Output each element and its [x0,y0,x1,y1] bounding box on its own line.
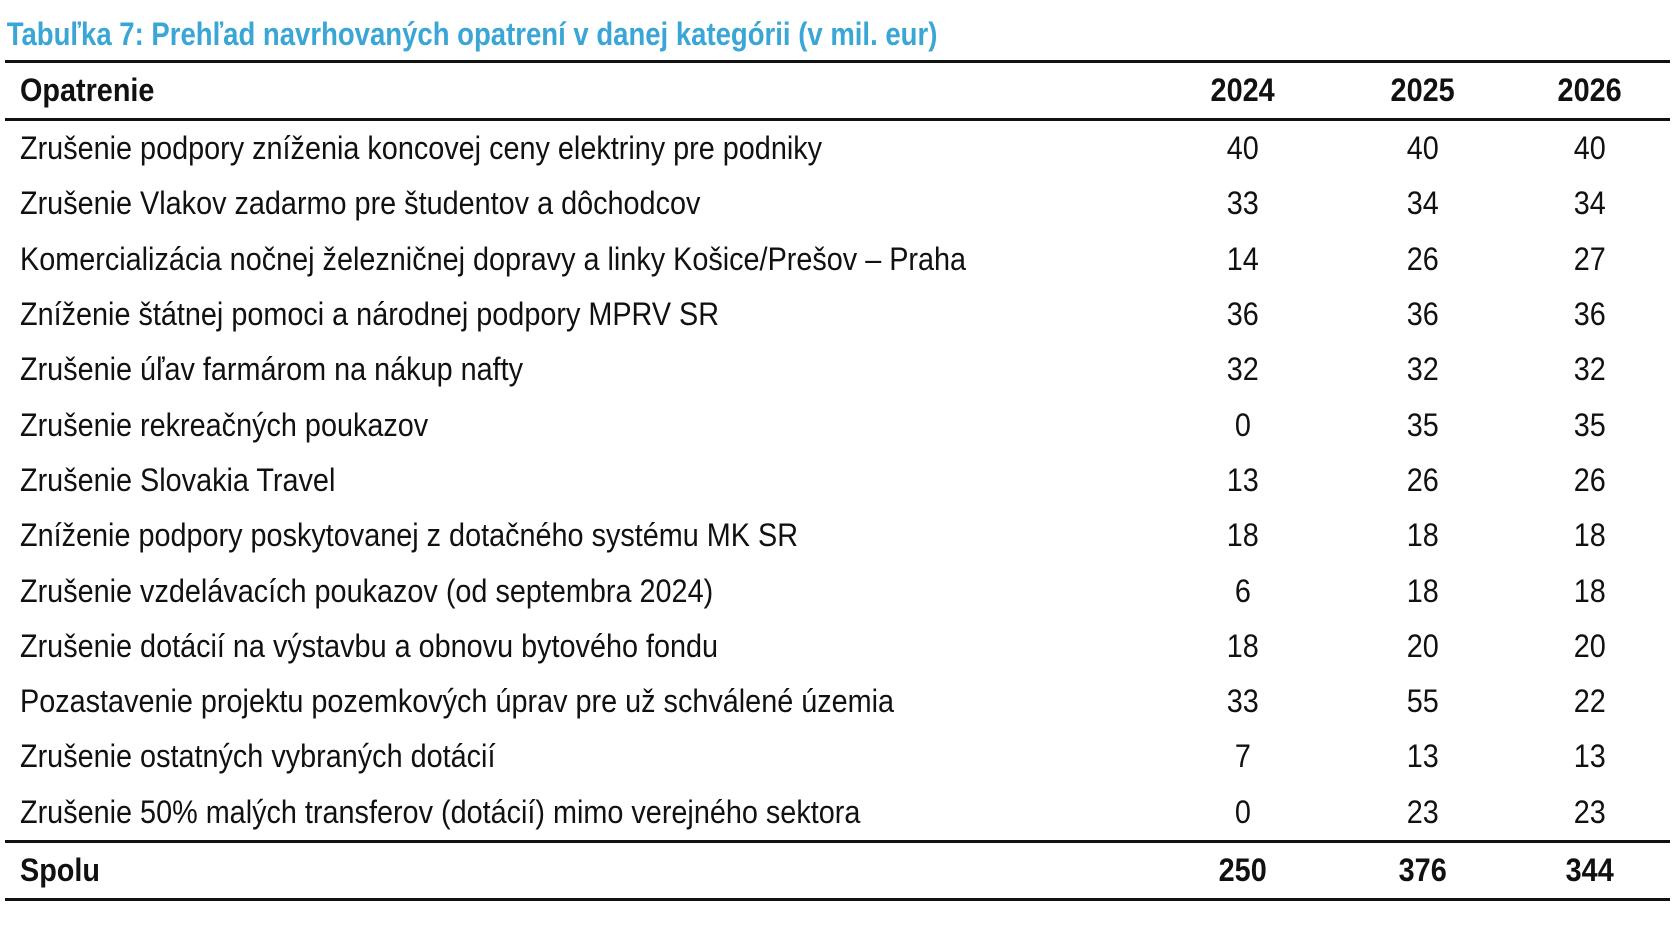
value-cell-2024: 18 [1226,517,1259,554]
value-cell-2025: 34 [1406,185,1439,222]
measure-label: Zníženie štátnej pomoci a národnej podpory MPRV SR [20,296,720,333]
measure-label: Zrušenie dotácií na výstavbu a obnovu bytového fondu [20,627,719,664]
measure-label: Zrušenie vzdelávacích poukazov (od septembra 2024) [20,572,714,609]
value-cell-2024: 0 [1234,406,1251,443]
value-cell-2024: 33 [1226,185,1259,222]
table-row [5,785,1670,842]
value-cell-2026: 23 [1573,793,1607,830]
value-cell-2024: 33 [1226,683,1259,720]
value-cell-2025: 55 [1406,683,1439,720]
value-cell-2024: 36 [1226,296,1259,333]
value-cell-2024: 14 [1226,240,1259,277]
value-cell-2026: 34 [1573,185,1607,222]
value-cell-2024: 18 [1226,627,1259,664]
value-cell-2025: 32 [1406,351,1439,388]
value-cell-2024: 7 [1234,738,1251,775]
value-cell-2026: 36 [1573,296,1607,333]
value-cell-2025: 36 [1406,296,1439,333]
column-header-2025: 2025 [1390,72,1455,108]
measure-label: Zrušenie 50% malých transferov (dotácií) mimo verejného sektora [20,793,861,830]
table-row [5,176,1670,231]
value-cell-2024: 6 [1234,572,1251,609]
table-row [5,619,1670,674]
column-header-measure: Opatrenie [20,72,155,108]
total-row [5,841,1670,899]
table-row [5,120,1670,177]
value-cell-2026: 20 [1573,627,1607,664]
value-cell-2025: 13 [1406,738,1439,775]
table-container [5,14,1670,901]
value-cell-2024: 40 [1226,130,1259,167]
value-cell-2025: 26 [1406,240,1439,277]
value-cell-2026: 32 [1573,351,1607,388]
table-body [5,120,1670,842]
table-row [5,287,1670,342]
measure-label: Zrušenie rekreačných poukazov [20,406,429,443]
total-cell-2025: 376 [1398,851,1447,888]
measure-label: Zrušenie Vlakov zadarmo pre študentov a dôchodcov [20,185,701,222]
value-cell-2025: 18 [1406,572,1439,609]
column-header-2024: 2024 [1210,72,1275,108]
measure-label: Komercializácia nočnej železničnej dopravy a linky Košice/Prešov – Praha [20,240,967,277]
total-label: Spolu [20,851,100,888]
measure-label: Pozastavenie projektu pozemkových úprav pre už schválené územia [20,683,895,720]
measure-label: Zrušenie úľav farmárom na nákup nafty [20,351,524,388]
value-cell-2026: 13 [1573,738,1607,775]
value-cell-2026: 18 [1573,517,1607,554]
header-row [5,62,1670,120]
measures-table [5,60,1670,901]
table-row [5,232,1670,287]
value-cell-2024: 13 [1226,461,1259,498]
table-row [5,342,1670,397]
value-cell-2025: 26 [1406,461,1439,498]
value-cell-2026: 22 [1573,683,1607,720]
measure-label: Zrušenie podpory zníženia koncovej ceny elektriny pre podniky [20,130,823,167]
value-cell-2025: 18 [1406,517,1439,554]
value-cell-2024: 0 [1234,793,1251,830]
value-cell-2026: 35 [1573,406,1607,443]
table-title: Tabuľka 7: Prehľad navrhovaných opatrení v danej kategórii (v mil. eur) [6,16,938,52]
table-row [5,453,1670,508]
table-row [5,674,1670,729]
measure-label: Zníženie podpory poskytovanej z dotačného systému MK SR [20,517,799,554]
value-cell-2025: 35 [1406,406,1439,443]
value-cell-2026: 40 [1573,130,1607,167]
value-cell-2024: 32 [1226,351,1259,388]
value-cell-2025: 20 [1406,627,1439,664]
value-cell-2026: 27 [1573,240,1607,277]
measure-label: Zrušenie ostatných vybraných dotácií [20,738,496,775]
table-row [5,563,1670,618]
value-cell-2025: 23 [1406,793,1439,830]
value-cell-2026: 18 [1573,572,1607,609]
table-row [5,508,1670,563]
total-cell-2024: 250 [1218,851,1267,888]
table-row [5,729,1670,784]
table-row [5,397,1670,452]
column-header-2026: 2026 [1557,72,1623,108]
value-cell-2026: 26 [1573,461,1607,498]
value-cell-2025: 40 [1406,130,1439,167]
total-cell-2026: 344 [1565,851,1615,888]
measure-label: Zrušenie Slovakia Travel [20,461,336,498]
